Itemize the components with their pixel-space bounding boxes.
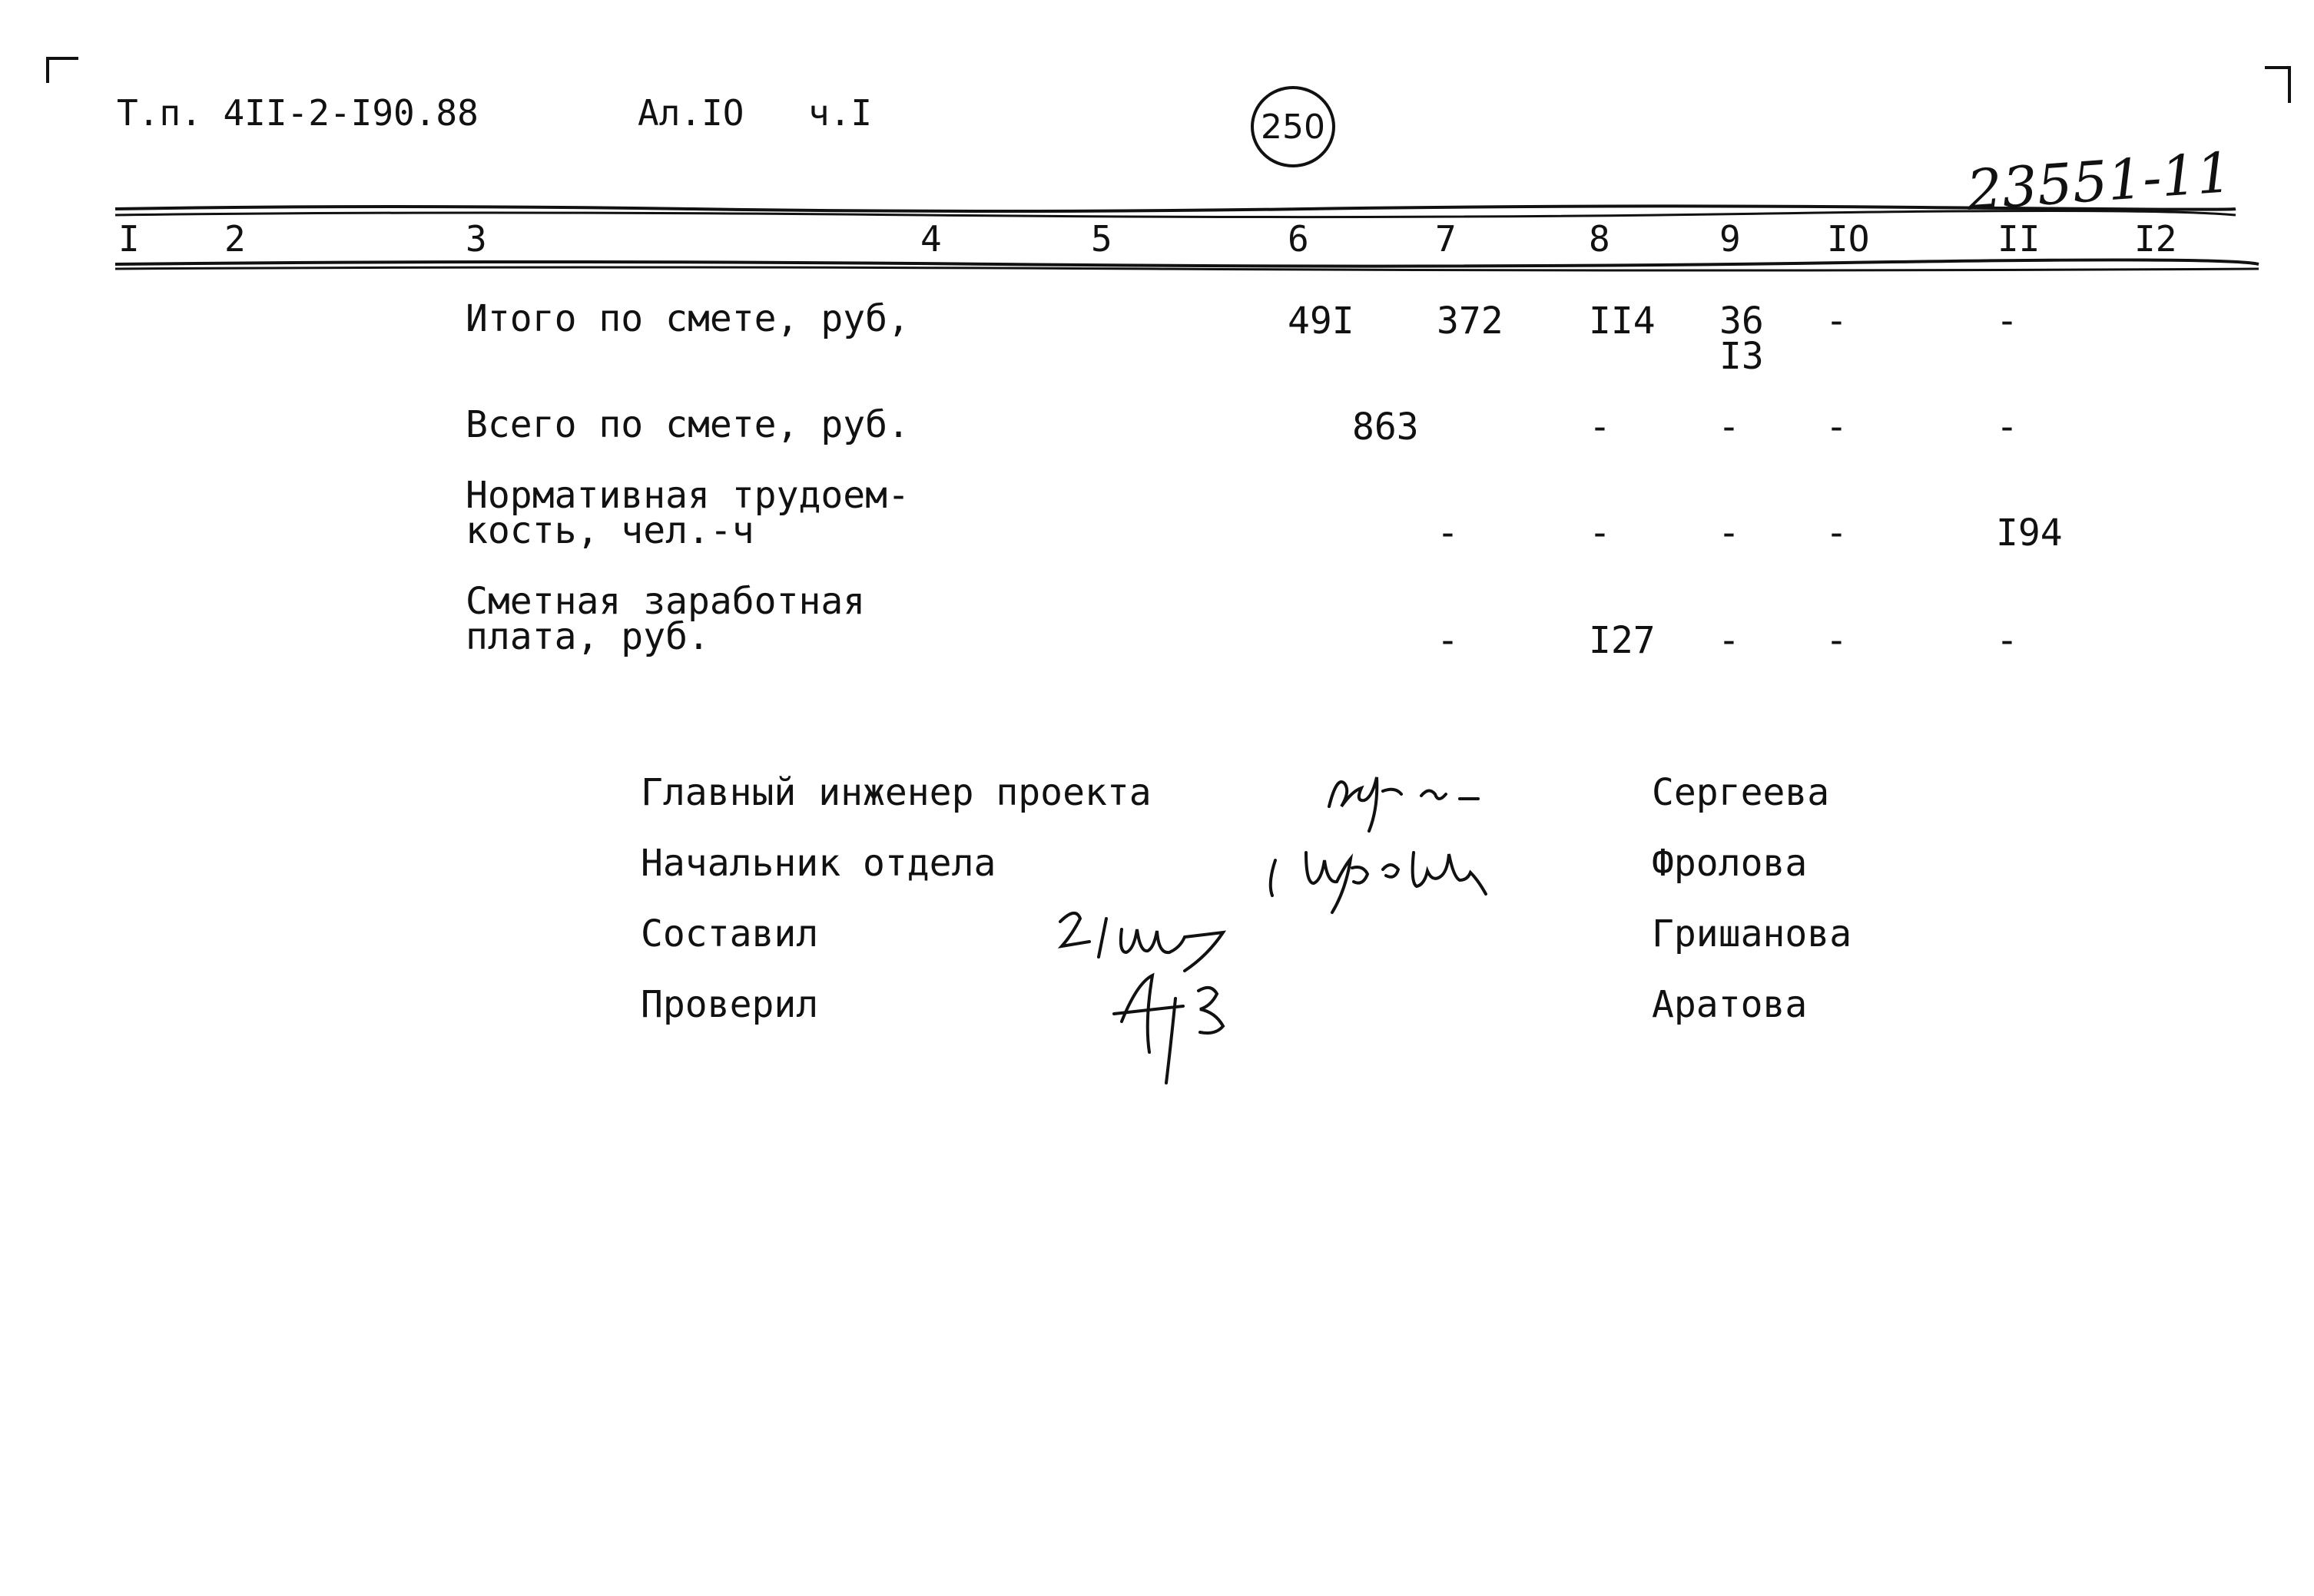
column-header-7: 7 xyxy=(1435,218,1457,260)
cell-wages-col7: - xyxy=(1437,619,1459,662)
column-header-1: I xyxy=(118,218,140,260)
cell-total-col8: II4 xyxy=(1589,300,1656,343)
cell-total-col6: 49I xyxy=(1288,300,1354,343)
cell-total-col10: - xyxy=(1825,300,1848,343)
column-header-6: 6 xyxy=(1288,218,1309,260)
signature-name-chief-engineer: Сергеева xyxy=(1652,771,1830,814)
cell-total-col7: 372 xyxy=(1437,300,1503,343)
signature-scribble-checked-by xyxy=(1114,975,1223,1083)
cell-labor-col8: - xyxy=(1589,512,1611,555)
cell-grand-total-col9: - xyxy=(1718,406,1740,449)
column-header-5: 5 xyxy=(1091,218,1112,260)
column-header-3: 3 xyxy=(466,218,487,260)
signature-scribble-department-head xyxy=(1271,853,1486,912)
column-header-2: 2 xyxy=(224,218,246,260)
signature-scribble-chief-engineer xyxy=(1329,777,1478,831)
column-header-9: 9 xyxy=(1719,218,1741,260)
row-label-labor-line1: Нормативная трудоем- xyxy=(466,474,910,517)
cell-labor-col7: - xyxy=(1437,512,1459,555)
cell-wages-col8: I27 xyxy=(1589,619,1656,662)
cell-wages-col10: - xyxy=(1825,619,1848,662)
column-header-4: 4 xyxy=(920,218,942,260)
cell-total-col9-line2: I3 xyxy=(1719,335,1764,378)
row-label-total: Итого по смете, руб, xyxy=(466,297,910,340)
handwritten-archive-number: 23551-11 xyxy=(1964,140,2234,223)
signature-role-compiled-by: Составил xyxy=(641,912,819,955)
signature-name-department-head: Фролова xyxy=(1652,842,1808,885)
signature-role-checked-by: Проверил xyxy=(641,983,819,1026)
cell-wages-col11: - xyxy=(1996,619,2018,662)
column-header-8: 8 xyxy=(1589,218,1610,260)
column-header-10: IO xyxy=(1827,218,1870,260)
cell-labor-col9: - xyxy=(1718,512,1740,555)
signature-role-department-head: Начальник отдела xyxy=(641,842,996,885)
doc-code: Т.п. 4II-2-I90.88 xyxy=(117,92,479,134)
column-header-12: I2 xyxy=(2134,218,2177,260)
cell-grand-total-col11: - xyxy=(1996,406,2018,449)
album-number: Ал.IO xyxy=(638,92,744,134)
cell-labor-col10: - xyxy=(1825,512,1848,555)
row-label-grand-total: Всего по смете, руб. xyxy=(466,403,910,446)
part-number: ч.I xyxy=(808,92,873,134)
cell-grand-total-col6-7: 863 xyxy=(1352,406,1419,449)
signature-name-checked-by: Аратова xyxy=(1652,983,1808,1026)
cell-grand-total-col8: - xyxy=(1589,406,1611,449)
row-label-labor-line2: кость, чел.-ч xyxy=(466,509,754,552)
page-number: 250 xyxy=(1261,107,1325,147)
row-label-wages-line1: Сметная заработная xyxy=(466,580,866,623)
cell-grand-total-col10: - xyxy=(1825,406,1848,449)
signature-scribble-compiled-by xyxy=(1060,913,1223,971)
row-label-wages-line2: плата, руб. xyxy=(466,615,710,658)
column-header-11: II xyxy=(1997,218,2040,260)
cell-wages-col9: - xyxy=(1718,619,1740,662)
cell-total-col9-line1: 36 xyxy=(1719,300,1764,343)
cell-total-col11: - xyxy=(1996,300,2018,343)
cell-labor-col11: I94 xyxy=(1996,512,2063,555)
signature-role-chief-engineer: Главный инженер проекта xyxy=(641,771,1152,814)
signature-name-compiled-by: Гришанова xyxy=(1652,912,1852,955)
